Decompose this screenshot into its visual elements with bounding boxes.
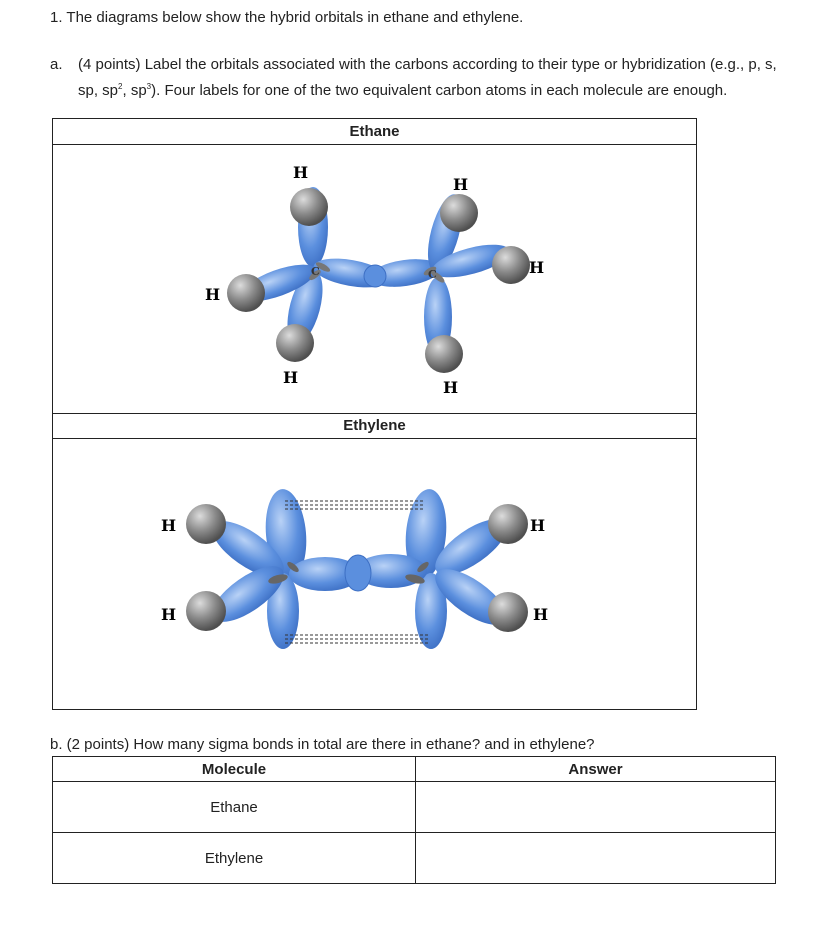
atom-label-h: H	[293, 163, 309, 182]
atom-label-h: H	[283, 368, 299, 387]
atom-label-c: C	[311, 265, 320, 278]
hydrogen-atom	[276, 324, 314, 362]
molecule-cell: Ethylene	[53, 833, 416, 884]
table-header-row	[53, 757, 776, 782]
ethylene-title: Ethylene	[53, 414, 696, 439]
part-a-label: a.	[50, 56, 63, 73]
table-row	[53, 782, 776, 833]
part-b-text: b. (2 points) How many sigma bonds in total are there in ethane? and in ethylene?	[50, 736, 595, 753]
ethylene-diagram	[53, 439, 695, 709]
part-a-text	[50, 54, 790, 102]
ethane-title: Ethane	[53, 119, 696, 145]
hydrogen-atom	[186, 504, 226, 544]
atom-label-h: H	[530, 516, 546, 535]
overlap-orbital	[364, 265, 386, 287]
atom-label-h: H	[161, 516, 177, 535]
hydrogen-atom	[186, 591, 226, 631]
answer-table	[52, 756, 776, 884]
table-row	[53, 833, 776, 884]
ethylene-box	[52, 413, 697, 710]
molecule-cell: Ethane	[53, 782, 416, 833]
overlap-orbital	[345, 555, 371, 591]
column-header-answer: Answer	[416, 757, 776, 782]
question-title: 1. The diagrams below show the hybrid orbitals in ethane and ethylene.	[50, 9, 524, 26]
atom-label-h: H	[205, 285, 221, 304]
hydrogen-atom	[488, 592, 528, 632]
ethane-box	[52, 118, 697, 414]
atom-label-c: C	[428, 268, 437, 281]
part-a-body: (4 points) Label the orbitals associated with the carbons according to their type or hybridization (e.g., p, s, sp, $sp^2$, $sp^3$). Four labels for one of the two equivalent carbon atoms in each molecule are enough.	[78, 56, 777, 99]
atom-label-h: H	[161, 605, 177, 624]
atom-label-h: H	[529, 258, 545, 277]
ethane-diagram	[53, 145, 695, 413]
hydrogen-atom	[488, 504, 528, 544]
answer-cell[interactable]	[416, 782, 776, 833]
hydrogen-atom	[227, 274, 265, 312]
hydrogen-atom	[492, 246, 530, 284]
column-header-molecule: Molecule	[53, 757, 416, 782]
hydrogen-atom	[290, 188, 328, 226]
answer-cell[interactable]	[416, 833, 776, 884]
atom-label-h: H	[443, 378, 459, 397]
atom-label-h: H	[453, 175, 469, 194]
hydrogen-atom	[440, 194, 478, 232]
atom-label-h: H	[533, 605, 549, 624]
hydrogen-atom	[425, 335, 463, 373]
